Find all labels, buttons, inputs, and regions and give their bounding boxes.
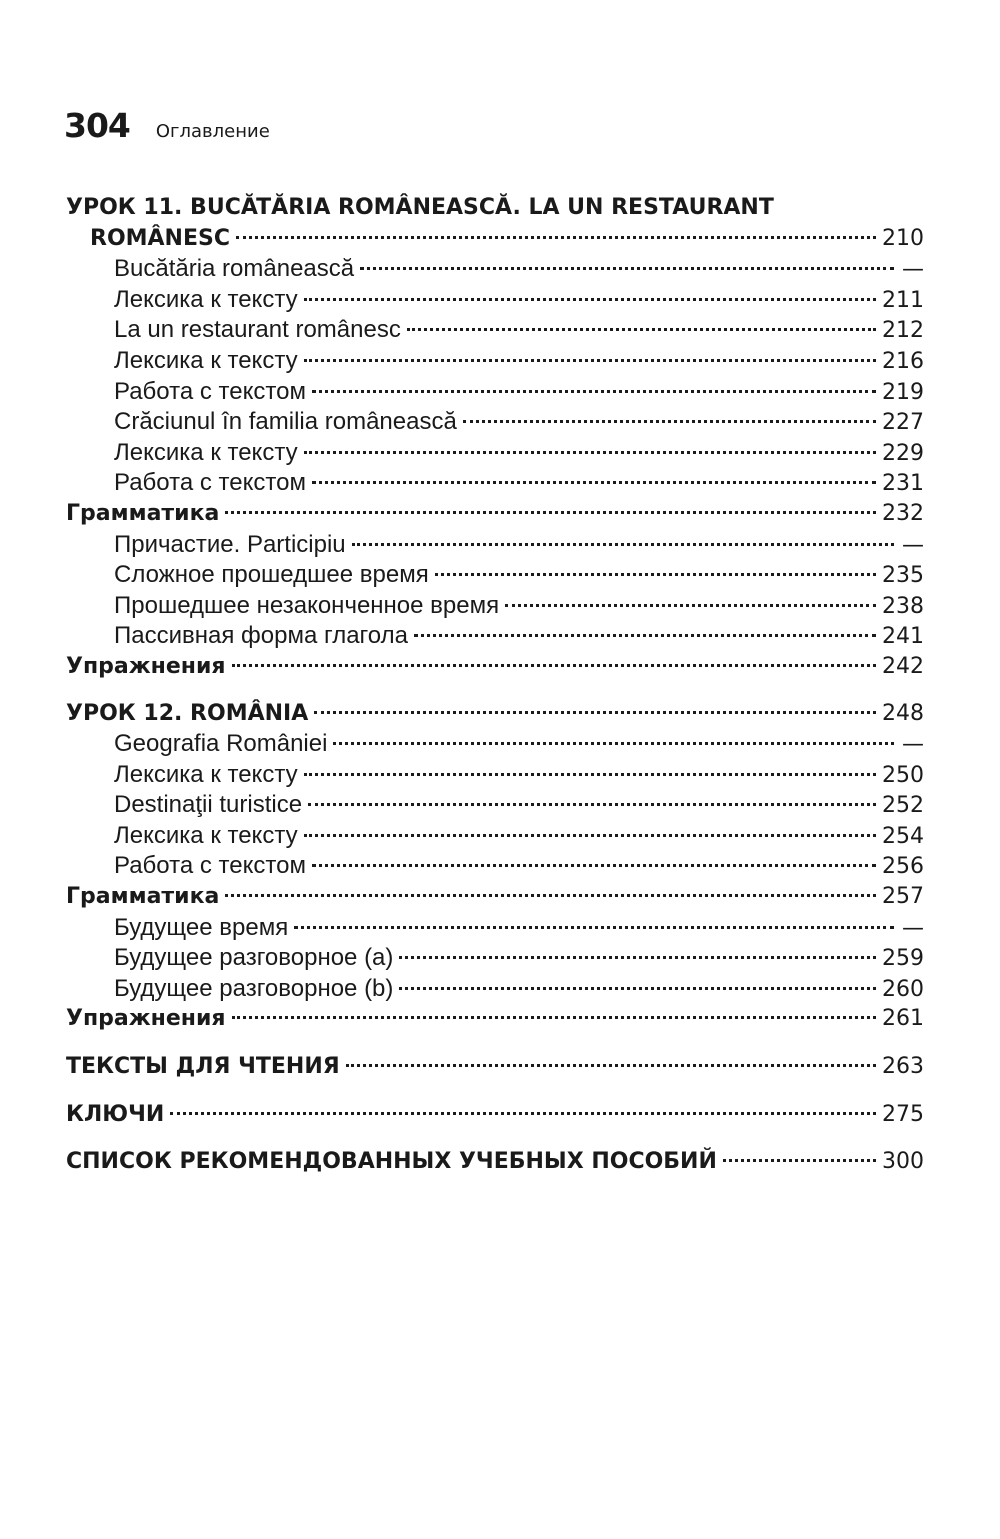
toc-entry-title: Crăciunul în familia românească [114,408,457,436]
toc-entry[interactable] [66,943,924,974]
toc-exercises-heading[interactable] [66,1004,924,1035]
toc-entry-title: Лексика к тексту [114,438,298,466]
toc-entry[interactable] [66,468,924,499]
table-of-contents [66,193,924,1178]
toc-entry-title: ROMÂNESC [90,225,230,251]
toc-lesson-11-title-line1[interactable] [66,193,924,224]
toc-entry[interactable] [66,974,924,1005]
toc-entry-title: УРОК 12. ROMÂNIA [66,700,309,726]
toc-exercises-heading[interactable] [66,652,924,683]
toc-grammar-heading[interactable] [66,499,924,530]
toc-entry-page: 235 [882,563,924,589]
toc-bibliography[interactable] [66,1147,924,1178]
dot-leader [463,420,876,423]
toc-entry-title: Будущее разговорное (b) [114,974,394,1002]
toc-entry-page: 248 [882,700,924,726]
dot-leader [225,511,876,514]
toc-entry[interactable] [66,377,924,408]
dot-leader [294,926,894,929]
toc-entry[interactable] [66,821,924,852]
toc-entry-page: 210 [882,225,924,251]
toc-entry-title: ТЕКСТЫ ДЛЯ ЧТЕНИЯ [66,1054,340,1080]
toc-keys[interactable] [66,1100,924,1131]
dot-leader [236,236,876,239]
toc-entry-page: 300 [882,1149,924,1175]
dot-leader [225,894,876,897]
toc-entry[interactable] [66,407,924,438]
toc-lesson-12-title[interactable] [66,699,924,730]
dot-leader [312,481,876,484]
toc-entry-title: Работа с текстом [114,852,306,880]
running-title: Оглавление [155,121,270,142]
toc-entry[interactable] [66,438,924,469]
dot-leader [170,1112,876,1115]
dot-leader [435,573,876,576]
toc-reading-texts[interactable] [66,1052,924,1083]
toc-entry-page: 257 [882,884,924,910]
toc-entry[interactable] [66,315,924,346]
dot-leader [407,328,876,331]
toc-entry-page: — [902,532,924,558]
dot-leader [304,834,876,837]
toc-entry[interactable] [66,790,924,821]
toc-entry[interactable] [66,346,924,377]
toc-entry-page: 242 [882,653,924,679]
toc-entry-page: 261 [882,1006,924,1032]
dot-leader [414,634,876,637]
toc-entry-title: Лексика к тексту [114,285,298,313]
dot-leader [312,864,876,867]
toc-entry-page: 275 [882,1101,924,1127]
toc-entry-page: 260 [882,976,924,1002]
toc-entry[interactable] [66,560,924,591]
dot-leader [308,803,876,806]
toc-entry-title: La un restaurant românesc [114,316,401,344]
toc-entry[interactable] [66,913,924,944]
toc-entry-page: 229 [882,440,924,466]
dot-leader [304,298,876,301]
toc-entry-title: Geografia României [114,730,328,758]
toc-entry-page: 241 [882,624,924,650]
toc-entry-title: Причастие. Participiu [114,530,346,558]
toc-entry-page: 238 [882,593,924,619]
dot-leader [505,604,876,607]
toc-entry-title: Destinaţii turistice [114,791,303,819]
toc-entry-page: 232 [882,500,924,526]
toc-entry-page: 259 [882,946,924,972]
toc-entry-title: Лексика к тексту [114,346,298,374]
toc-entry[interactable] [66,591,924,622]
toc-entry-title: Грамматика [66,884,220,910]
dot-leader [399,987,876,990]
toc-entry-page: 256 [882,854,924,880]
toc-entry-page: 231 [882,471,924,497]
toc-entry[interactable] [66,621,924,652]
dot-leader [333,742,894,745]
dot-leader [304,451,876,454]
dot-leader [360,267,894,270]
page-number: 304 [64,106,130,145]
dot-leader [232,664,876,667]
dot-leader [304,773,876,776]
toc-entry-page: 216 [882,348,924,374]
dot-leader [304,359,876,362]
toc-entry-title: СПИСОК РЕКОМЕНДОВАННЫХ УЧЕБНЫХ ПОСОБИЙ [66,1149,717,1175]
toc-entry[interactable] [66,729,924,760]
toc-entry-page: 211 [882,287,924,313]
toc-entry-title: КЛЮЧИ [66,1101,165,1127]
toc-entry-title: Будущее время [114,913,289,941]
toc-entry-page: 212 [882,318,924,344]
toc-entry-page: — [902,915,924,941]
dot-leader [399,956,876,959]
toc-entry-title: Пассивная форма глагола [114,622,408,650]
toc-entry-title: Работа с текстом [114,377,306,405]
toc-entry-page: 254 [882,823,924,849]
toc-entry-page: 263 [882,1054,924,1080]
toc-entry-title: Лексика к тексту [114,760,298,788]
toc-entry[interactable] [66,254,924,285]
dot-leader [352,543,894,546]
toc-entry-title: Bucătăria românească [114,255,355,283]
toc-entry-title: УРОК 11. BUCĂTĂRIA ROMÂNEASCĂ. LA UN RESTAURANT [66,195,774,220]
toc-entry-title: Упражнения [66,653,226,679]
toc-entry-page: 227 [882,410,924,436]
toc-entry[interactable] [66,760,924,791]
toc-lesson-11-title-line2[interactable] [66,224,924,255]
toc-entry-title: Грамматика [66,500,220,526]
toc-entry[interactable] [66,530,924,561]
toc-entry[interactable] [66,851,924,882]
toc-entry-page: — [902,257,924,283]
dot-leader [232,1016,876,1019]
running-head [64,106,270,145]
dot-leader [314,711,876,714]
toc-entry-title: Будущее разговорное (a) [114,944,394,972]
toc-entry-page: 219 [882,379,924,405]
toc-entry-title: Прошедшее незаконченное время [114,591,500,619]
dot-leader [346,1064,876,1067]
toc-grammar-heading[interactable] [66,882,924,913]
toc-entry-title: Работа с текстом [114,469,306,497]
toc-entry-page: 250 [882,762,924,788]
toc-entry-title: Сложное прошедшее время [114,561,429,589]
toc-entry-title: Упражнения [66,1006,226,1032]
toc-entry-title: Лексика к тексту [114,821,298,849]
dot-leader [723,1159,876,1162]
toc-entry-page: 252 [882,793,924,819]
dot-leader [312,390,876,393]
toc-entry-page: — [902,732,924,758]
toc-entry[interactable] [66,285,924,316]
